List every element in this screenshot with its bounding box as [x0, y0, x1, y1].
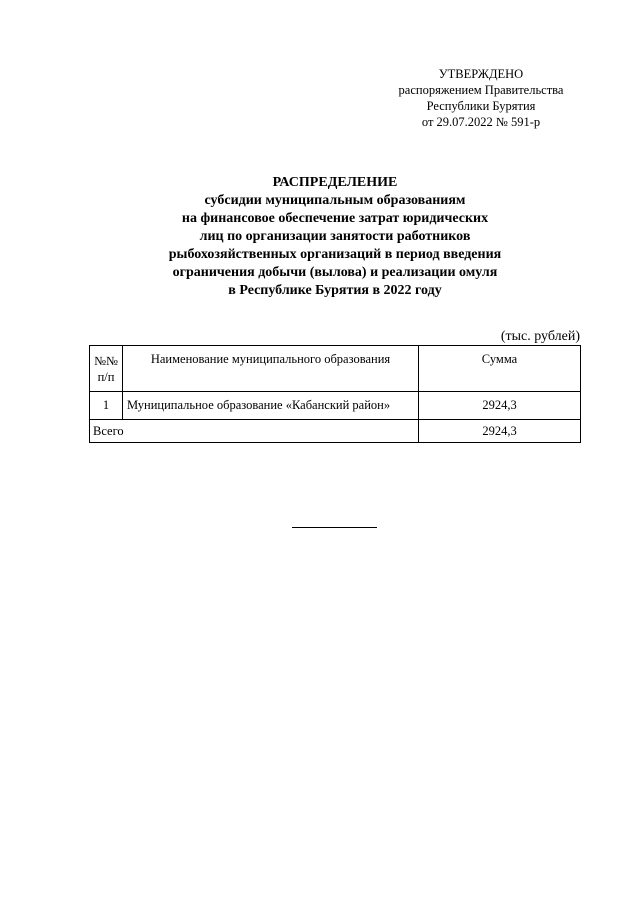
title-line: РАСПРЕДЕЛЕНИЕ [272, 175, 398, 190]
approval-heading: УТВЕРЖДЕНО [438, 67, 524, 81]
row-name: Муниципальное образование «Кабанский район» [123, 392, 419, 420]
title-line: рыбохозяйственных организаций в период введения [168, 247, 502, 262]
distribution-table [89, 345, 581, 443]
row-sum: 2924,3 [419, 392, 581, 420]
document-title [90, 174, 580, 300]
total-label: Всего [90, 420, 419, 443]
title-line: ограничения добычи (вылова) и реализации омуля [172, 265, 498, 280]
title-line: лиц по организации занятости работников [199, 229, 471, 244]
total-row [90, 420, 581, 443]
table-row [90, 392, 581, 420]
total-sum: 2924,3 [419, 420, 581, 443]
approval-line: распоряжением Правительства [398, 83, 564, 97]
units-label: (тыс. рублей) [500, 329, 580, 344]
header-name: Наименование муниципального образования [123, 346, 419, 392]
header-num: №№ п/п [90, 346, 123, 392]
title-line: в Республике Бурятия в 2022 году [228, 283, 442, 298]
end-divider [292, 527, 377, 528]
table-header-row [90, 346, 581, 392]
title-line: на финансовое обеспечение затрат юридических [181, 211, 489, 226]
approval-date: от 29.07.2022 № 591-р [421, 115, 541, 129]
header-sum: Сумма [419, 346, 581, 392]
approval-line: Республики Бурятия [426, 99, 536, 113]
approval-stamp [388, 66, 574, 130]
title-line: субсидии муниципальным образованиям [204, 193, 466, 208]
row-num: 1 [90, 392, 123, 420]
